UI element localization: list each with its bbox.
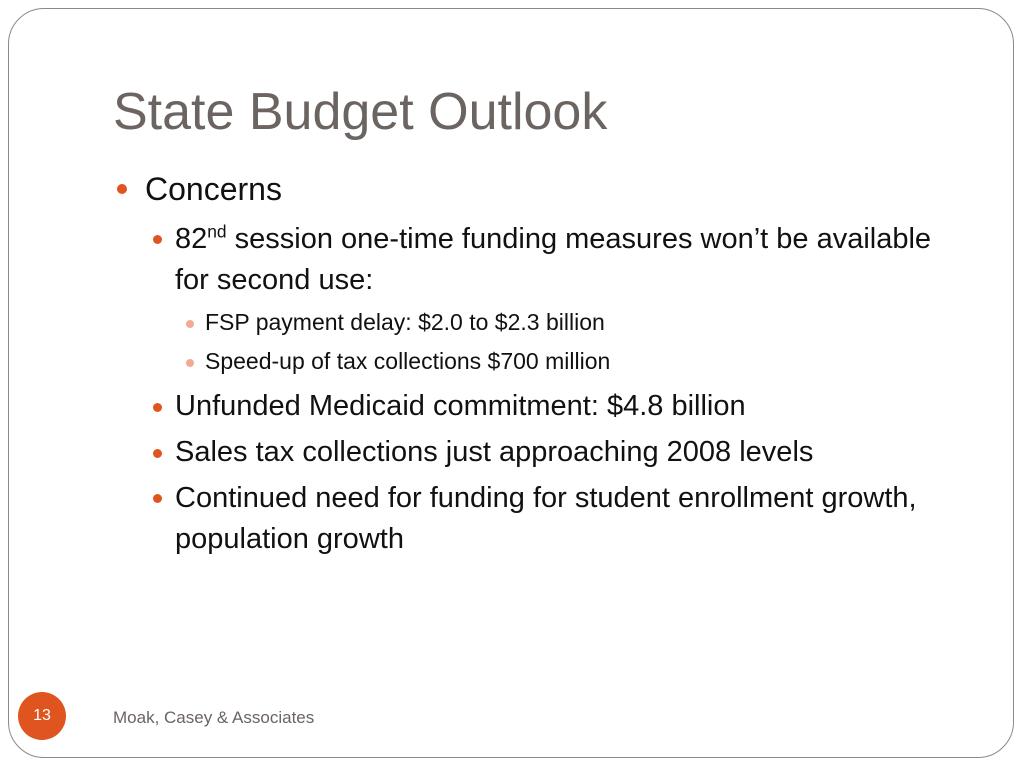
bullet-concerns <box>117 184 127 194</box>
ordinal-suffix: nd <box>207 221 227 242</box>
slide-title: State Budget Outlook <box>113 83 608 141</box>
bullet-fsp-payment-delay <box>186 320 194 328</box>
bullet-sales-tax <box>153 449 162 458</box>
bullet-medicaid <box>153 403 162 412</box>
bullet-funding-measures <box>153 235 162 244</box>
bullet-text-sales-tax: Sales tax collections just approaching 2008 levels <box>175 436 814 468</box>
bullet-tax-collections-speedup <box>186 359 194 367</box>
bullet-enrollment-growth <box>153 494 162 503</box>
bullet-text-enrollment-growth: Continued need for funding for student enrollment growth, population growth <box>175 482 917 555</box>
funding-measures-rest: session one-time funding measures won’t be available for second use: <box>175 223 932 296</box>
bullet-text-fsp-payment-delay: FSP payment delay: $2.0 to $2.3 billion <box>205 309 605 335</box>
bullet-text-concerns: Concerns <box>145 171 282 207</box>
bullet-text-medicaid: Unfunded Medicaid commitment: $4.8 billion <box>175 390 746 422</box>
ordinal-number: 82 <box>175 223 208 255</box>
bullet-text-tax-collections-speedup: Speed-up of tax collections $700 million <box>205 348 611 374</box>
page-number-badge: 13 <box>18 692 66 740</box>
footer-text: Moak, Casey & Associates <box>113 708 315 727</box>
bullet-text-funding-measures <box>175 219 945 301</box>
